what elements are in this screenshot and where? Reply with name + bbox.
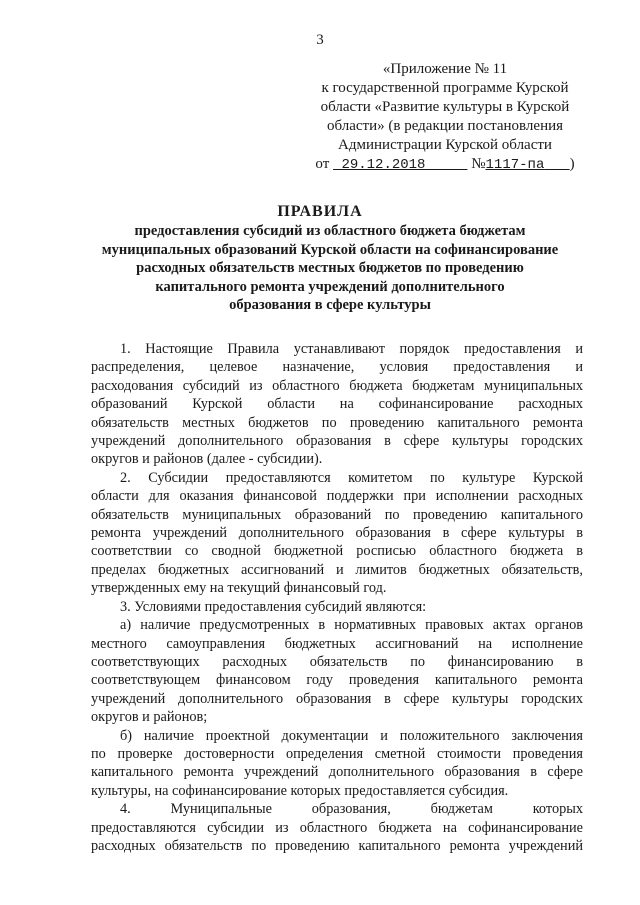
document-body [91,340,583,855]
body-line: предоставляются субсидии из областного бюджета на софинансирование [91,819,583,836]
decree-date-value: 29.12.2018 [341,157,426,173]
body-line: б) наличие проектной документации и положительного заключения [120,727,583,744]
body-line: соответствующем финансовом году проведения капитального ремонта [91,672,583,689]
body-line: 2. Субсидии предоставляются комитетом по культуре Курской [120,469,583,486]
subtitle-line: муниципальных образований Курской области на софинансирование [101,241,559,258]
page-number: 3 [316,32,324,48]
decree-number [486,157,570,173]
body-line: 4. Муниципальные образования, бюджетам которых [120,801,583,818]
appendix-line-2: к государственной программе Курской [321,80,569,96]
body-line: капитального ремонта учреждений дополнительного образования в сфере [91,764,583,781]
appendix-date-line [300,155,590,175]
document-title: ПРАВИЛА [277,203,363,220]
appendix-line-4: области» (в редакции постановления [326,118,564,134]
subtitle-line: расходных обязательств местных бюджетов по проведению [136,260,524,276]
body-line: учреждений дополнительного образования в сфере культуры городских [91,433,583,450]
body-line: распределения, целевое назначение, условия предоставления и [91,359,583,376]
appendix-line-3: области «Развитие культуры в Курской [320,99,570,115]
body-line: обязательств муниципальных образований по проведению капитального [91,506,583,523]
appendix-line-5: Администрации Курской области [338,137,552,153]
subtitle-line: предоставления субсидий из областного бюджета бюджетам [134,223,526,239]
body-line: соответствующих расходных обязательств по финансированию в [91,653,583,670]
body-line: области для оказания финансовой поддержки при исполнении расходных [91,488,583,505]
decree-date [333,157,467,173]
body-line: по проверке достоверности определения сметной стоимости проведения [91,745,583,762]
body-line: соответствии со сводной бюджетной росписью областного бюджета в [91,543,583,560]
body-line: образований Курской области на софинансирование расходных [91,396,583,413]
number-prefix: № [471,156,486,172]
body-line: округов и районов (далее - субсидии). [91,451,323,468]
subtitle-line: образования в сфере культуры [229,297,431,313]
appendix-header [300,60,590,175]
body-line: культуры, на софинансирование которых предоставляется субсидия. [91,782,509,799]
body-line: а) наличие предусмотренных в нормативных правовых актах органов [120,617,583,634]
body-line: учреждений дополнительного образования в сфере культуры городских [91,690,583,707]
document-subtitle [70,222,590,315]
body-line: обязательств местных бюджетов по проведению капитального ремонта [91,414,583,431]
body-line: 3. Условиями предоставления субсидий являются: [120,598,427,615]
body-line: 1. Настоящие Правила устанавливают порядок предоставления и [120,341,583,357]
body-line: утвержденных ему на текущий финансовый год. [91,580,387,597]
appendix-line-1: «Приложение № 11 [382,61,508,77]
body-line: расходных обязательств по проведению капитального ремонта учреждений [91,837,583,854]
body-line: округов и районов; [91,709,208,726]
date-prefix: от [315,156,330,172]
closing-paren: ) [569,156,575,172]
body-line: расходования субсидий из областного бюджета бюджетам муниципальных [91,377,583,394]
subtitle-line: капитального ремонта учреждений дополнительного [155,278,505,295]
body-line: ремонта учреждений дополнительного образования в сфере культуры в [91,525,583,542]
body-line: пределах бюджетных ассигнований и лимитов бюджетных обязательств, [91,561,583,578]
decree-number-value: 1117-па [485,157,545,173]
body-line: местного самоуправления бюджетных ассигнований на исполнение [91,635,583,652]
